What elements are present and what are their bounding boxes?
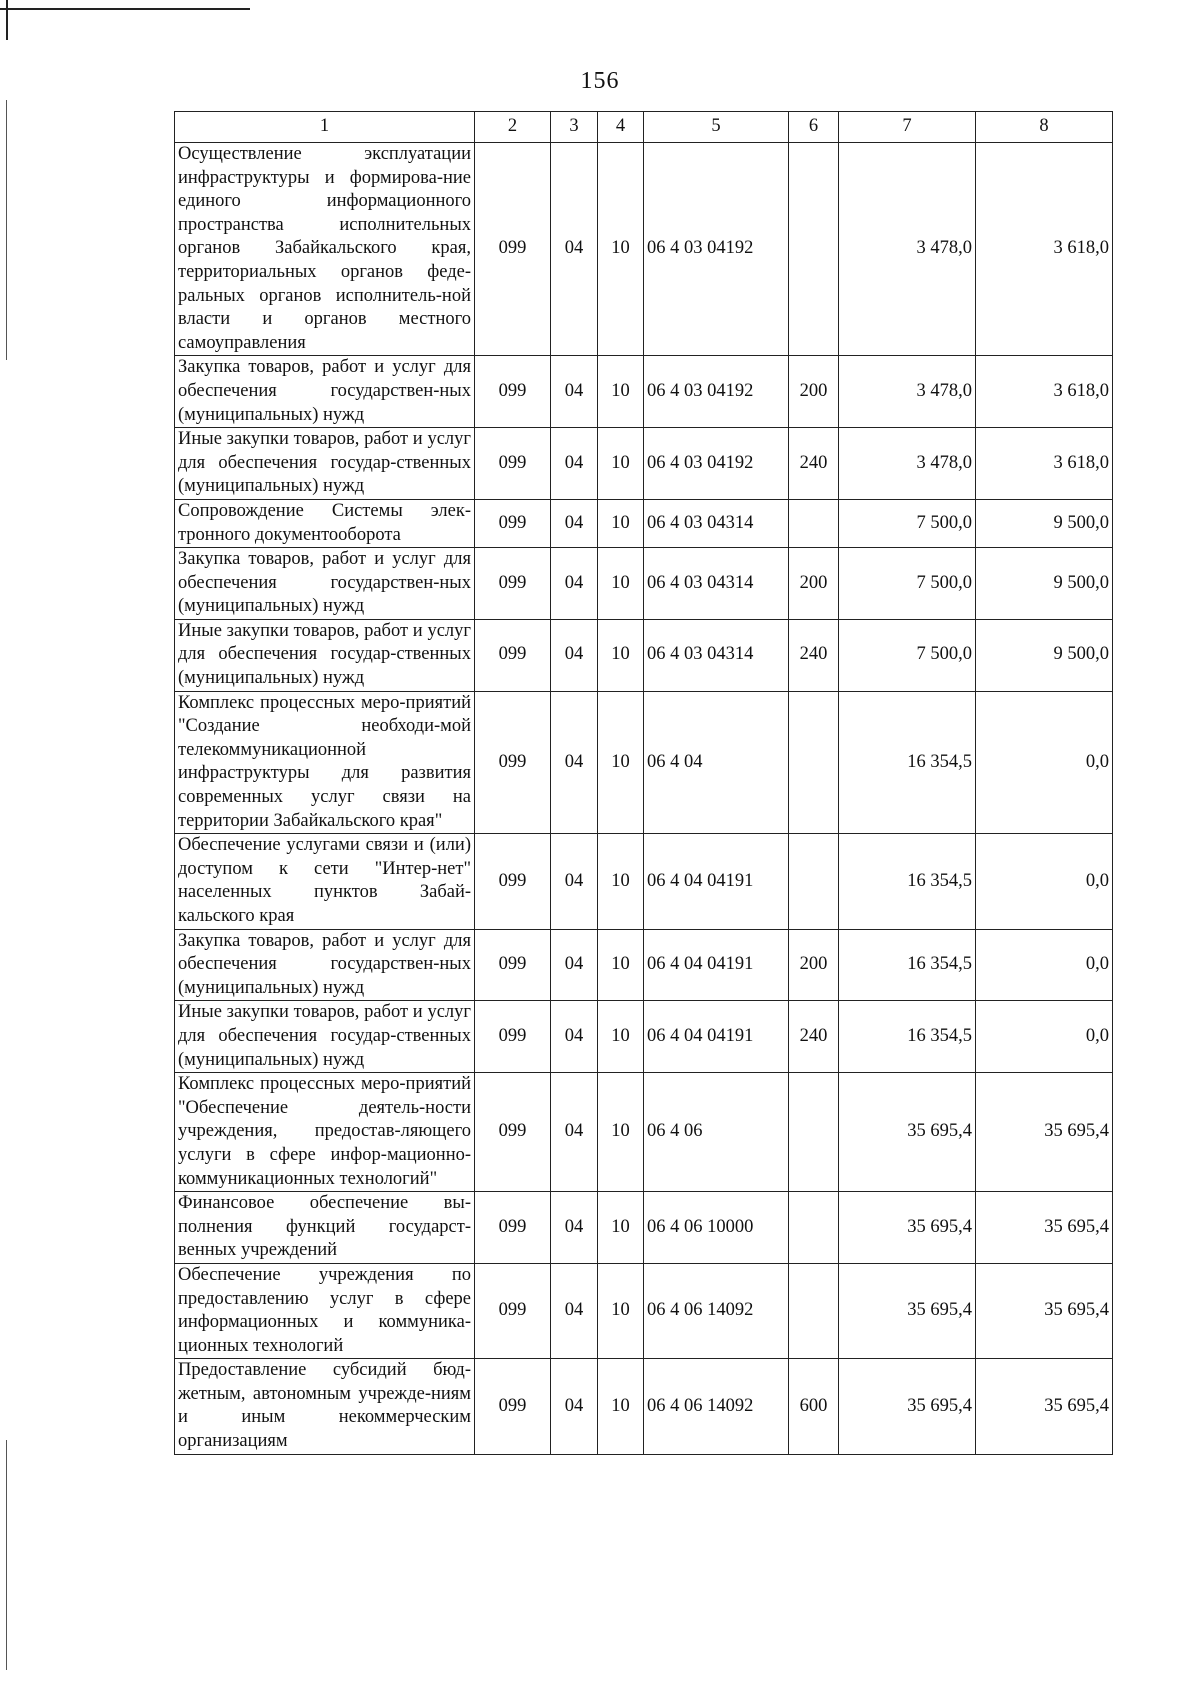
ministry-code: 099 <box>475 143 551 356</box>
expense-type-code <box>789 499 839 547</box>
target-article-code: 06 4 04 04191 <box>644 1001 789 1073</box>
target-article-code: 06 4 04 04191 <box>644 834 789 929</box>
section-code: 04 <box>551 691 598 834</box>
subsection-code: 10 <box>598 428 644 500</box>
ministry-code: 099 <box>475 499 551 547</box>
table-row <box>175 1359 1113 1454</box>
column-header-7: 7 <box>839 112 976 143</box>
row-name: Осуществление эксплуатации инфраструктуры и формирова-ние единого информационного пространства исполнительных органов Забайкальского края, территориальных органов феде-ральных органов исполнитель-ной власти и органов местного самоуправления <box>175 143 475 356</box>
table-row <box>175 1192 1113 1264</box>
ministry-code: 099 <box>475 356 551 428</box>
amount-year-2: 35 695,4 <box>976 1359 1113 1454</box>
target-article-code: 06 4 06 <box>644 1073 789 1192</box>
row-name: Финансовое обеспечение вы-полнения функций государст-венных учреждений <box>175 1192 475 1264</box>
subsection-code: 10 <box>598 356 644 428</box>
amount-year-2: 9 500,0 <box>976 619 1113 691</box>
expense-type-code: 200 <box>789 356 839 428</box>
scan-edge-mark <box>6 100 7 360</box>
table-row <box>175 1001 1113 1073</box>
subsection-code: 10 <box>598 1359 644 1454</box>
amount-year-1: 7 500,0 <box>839 499 976 547</box>
ministry-code: 099 <box>475 1073 551 1192</box>
section-code: 04 <box>551 548 598 620</box>
row-name: Обеспечение учреждения по предоставлению услуг в сфере информационных и коммуника-ционных технологий <box>175 1263 475 1358</box>
section-code: 04 <box>551 619 598 691</box>
subsection-code: 10 <box>598 143 644 356</box>
amount-year-1: 16 354,5 <box>839 834 976 929</box>
amount-year-2: 0,0 <box>976 929 1113 1001</box>
subsection-code: 10 <box>598 929 644 1001</box>
table-row <box>175 1073 1113 1192</box>
amount-year-2: 3 618,0 <box>976 428 1113 500</box>
column-header-1: 1 <box>175 112 475 143</box>
expense-type-code: 200 <box>789 548 839 620</box>
amount-year-2: 9 500,0 <box>976 499 1113 547</box>
column-header-3: 3 <box>551 112 598 143</box>
target-article-code: 06 4 06 10000 <box>644 1192 789 1264</box>
target-article-code: 06 4 03 04192 <box>644 356 789 428</box>
budget-table <box>174 111 1113 1455</box>
ministry-code: 099 <box>475 428 551 500</box>
subsection-code: 10 <box>598 1192 644 1264</box>
row-name: Предоставление субсидий бюд-жетным, автономным учрежде-ниям и иным некоммерческим организациям <box>175 1359 475 1454</box>
table-row <box>175 691 1113 834</box>
amount-year-2: 35 695,4 <box>976 1192 1113 1264</box>
table-row <box>175 834 1113 929</box>
column-header-6: 6 <box>789 112 839 143</box>
table-row <box>175 548 1113 620</box>
expense-type-code: 240 <box>789 1001 839 1073</box>
amount-year-2: 0,0 <box>976 834 1113 929</box>
subsection-code: 10 <box>598 834 644 929</box>
ministry-code: 099 <box>475 1192 551 1264</box>
amount-year-1: 16 354,5 <box>839 1001 976 1073</box>
amount-year-1: 35 695,4 <box>839 1359 976 1454</box>
target-article-code: 06 4 04 04191 <box>644 929 789 1001</box>
table-row <box>175 143 1113 356</box>
amount-year-1: 7 500,0 <box>839 548 976 620</box>
ministry-code: 099 <box>475 1001 551 1073</box>
amount-year-2: 35 695,4 <box>976 1073 1113 1192</box>
expense-type-code <box>789 1073 839 1192</box>
section-code: 04 <box>551 1263 598 1358</box>
row-name: Комплекс процессных меро-приятий "Создание необходи-мой телекоммуникационной инфраструктуры для развития современных услуг связи на территории Забайкальского края" <box>175 691 475 834</box>
amount-year-1: 35 695,4 <box>839 1192 976 1264</box>
subsection-code: 10 <box>598 499 644 547</box>
row-name: Обеспечение услугами связи и (или) доступом к сети "Интер-нет" населенных пунктов Забай-кальского края <box>175 834 475 929</box>
row-name: Иные закупки товаров, работ и услуг для обеспечения государ-ственных (муниципальных) нужд <box>175 428 475 500</box>
column-header-5: 5 <box>644 112 789 143</box>
subsection-code: 10 <box>598 619 644 691</box>
section-code: 04 <box>551 143 598 356</box>
row-name: Закупка товаров, работ и услуг для обеспечения государствен-ных (муниципальных) нужд <box>175 548 475 620</box>
target-article-code: 06 4 03 04192 <box>644 143 789 356</box>
expense-type-code <box>789 834 839 929</box>
amount-year-2: 3 618,0 <box>976 143 1113 356</box>
expense-type-code <box>789 1263 839 1358</box>
subsection-code: 10 <box>598 548 644 620</box>
scan-edge-mark <box>6 1440 7 1670</box>
target-article-code: 06 4 06 14092 <box>644 1263 789 1358</box>
target-article-code: 06 4 04 <box>644 691 789 834</box>
expense-type-code <box>789 143 839 356</box>
ministry-code: 099 <box>475 619 551 691</box>
amount-year-1: 16 354,5 <box>839 691 976 834</box>
amount-year-2: 35 695,4 <box>976 1263 1113 1358</box>
amount-year-2: 0,0 <box>976 1001 1113 1073</box>
row-name: Закупка товаров, работ и услуг для обеспечения государствен-ных (муниципальных) нужд <box>175 356 475 428</box>
expense-type-code: 600 <box>789 1359 839 1454</box>
column-header-4: 4 <box>598 112 644 143</box>
section-code: 04 <box>551 356 598 428</box>
row-name: Сопровождение Системы элек-тронного документооборота <box>175 499 475 547</box>
ministry-code: 099 <box>475 691 551 834</box>
section-code: 04 <box>551 1192 598 1264</box>
amount-year-1: 35 695,4 <box>839 1263 976 1358</box>
column-header-2: 2 <box>475 112 551 143</box>
table-row <box>175 499 1113 547</box>
section-code: 04 <box>551 499 598 547</box>
amount-year-1: 3 478,0 <box>839 356 976 428</box>
ministry-code: 099 <box>475 1359 551 1454</box>
target-article-code: 06 4 06 14092 <box>644 1359 789 1454</box>
row-name: Комплекс процессных меро-приятий "Обеспечение деятель-ности учреждения, предостав-ляющего услуги в сфере инфор-мационно-коммуникационных технологий" <box>175 1073 475 1192</box>
expense-type-code <box>789 1192 839 1264</box>
row-name: Закупка товаров, работ и услуг для обеспечения государствен-ных (муниципальных) нужд <box>175 929 475 1001</box>
ministry-code: 099 <box>475 929 551 1001</box>
target-article-code: 06 4 03 04314 <box>644 619 789 691</box>
subsection-code: 10 <box>598 691 644 834</box>
header-row <box>175 112 1113 143</box>
target-article-code: 06 4 03 04192 <box>644 428 789 500</box>
subsection-code: 10 <box>598 1001 644 1073</box>
amount-year-1: 7 500,0 <box>839 619 976 691</box>
section-code: 04 <box>551 1001 598 1073</box>
target-article-code: 06 4 03 04314 <box>644 548 789 620</box>
section-code: 04 <box>551 428 598 500</box>
subsection-code: 10 <box>598 1263 644 1358</box>
amount-year-2: 0,0 <box>976 691 1113 834</box>
table-row <box>175 619 1113 691</box>
row-name: Иные закупки товаров, работ и услуг для обеспечения государ-ственных (муниципальных) нужд <box>175 619 475 691</box>
ministry-code: 099 <box>475 834 551 929</box>
column-header-8: 8 <box>976 112 1113 143</box>
page-number: 156 <box>580 68 620 94</box>
section-code: 04 <box>551 834 598 929</box>
section-code: 04 <box>551 1359 598 1454</box>
table-row <box>175 356 1113 428</box>
scan-border-left <box>6 0 8 40</box>
amount-year-2: 3 618,0 <box>976 356 1113 428</box>
table-row <box>175 929 1113 1001</box>
subsection-code: 10 <box>598 1073 644 1192</box>
expense-type-code <box>789 691 839 834</box>
section-code: 04 <box>551 1073 598 1192</box>
expense-type-code: 200 <box>789 929 839 1001</box>
ministry-code: 099 <box>475 548 551 620</box>
table-body <box>175 143 1113 1455</box>
table-row <box>175 428 1113 500</box>
ministry-code: 099 <box>475 1263 551 1358</box>
amount-year-1: 16 354,5 <box>839 929 976 1001</box>
expense-type-code: 240 <box>789 428 839 500</box>
amount-year-2: 9 500,0 <box>976 548 1113 620</box>
row-name: Иные закупки товаров, работ и услуг для обеспечения государ-ственных (муниципальных) нужд <box>175 1001 475 1073</box>
amount-year-1: 35 695,4 <box>839 1073 976 1192</box>
amount-year-1: 3 478,0 <box>839 428 976 500</box>
scan-border-top <box>0 8 250 10</box>
amount-year-1: 3 478,0 <box>839 143 976 356</box>
expense-type-code: 240 <box>789 619 839 691</box>
section-code: 04 <box>551 929 598 1001</box>
target-article-code: 06 4 03 04314 <box>644 499 789 547</box>
table-row <box>175 1263 1113 1358</box>
